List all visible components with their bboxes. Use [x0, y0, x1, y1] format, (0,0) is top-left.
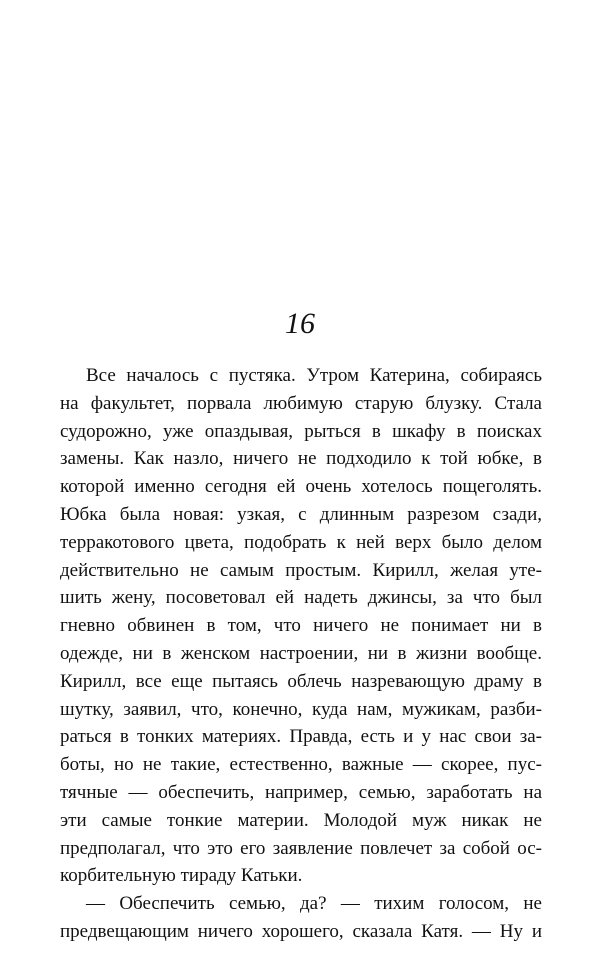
text-line: гневно обвинен в том, что ничего не понимает ни в	[60, 615, 542, 637]
body-text	[60, 362, 542, 946]
text-line: раться в тонких материях. Правда, есть и у нас свои за-	[60, 726, 542, 748]
text-line: эти самые тонкие материи. Молодой муж никак не	[60, 809, 542, 831]
text-line: замены. Как назло, ничего не подходило к той юбке, в	[60, 448, 542, 470]
text-line: действительно не самым простым. Кирилл, желая уте-	[60, 559, 542, 581]
text-line: предвещающим ничего хорошего, сказала Катя. — Ну и	[60, 920, 542, 942]
text-line: боты, но не такие, естественно, важные — скорее, пус-	[60, 754, 542, 776]
text-line: шить жену, посоветовал ей надеть джинсы, за что был	[60, 587, 542, 609]
text-line: тячные — обеспечить, например, семью, заработать на	[60, 781, 542, 803]
text-line: на факультет, порвала любимую старую блузку. Стала	[60, 392, 542, 414]
text-line: Кирилл, все еще пытаясь облечь назревающую драму в	[60, 670, 542, 692]
text-line: одежде, ни в женском настроении, ни в жизни вообще.	[60, 642, 542, 664]
text-line: которой именно сегодня ей очень хотелось пощеголять.	[60, 476, 542, 498]
text-line: терракотового цвета, подобрать к ней верх было делом	[60, 531, 542, 553]
text-line: корбительную тираду Катьки.	[60, 865, 303, 887]
text-line: предполагал, что это его заявление повлечет за собой ос-	[60, 837, 542, 859]
text-line: — Обеспечить семью, да? — тихим голосом, не	[86, 893, 542, 915]
text-line: шутку, заявил, что, конечно, куда нам, мужикам, разби-	[60, 698, 542, 720]
text-line: судорожно, уже опаздывая, рыться в шкафу в поисках	[60, 420, 542, 442]
chapter-number: 16	[285, 307, 315, 340]
text-line: Юбка была новая: узкая, с длинным разрезом сзади,	[60, 503, 542, 525]
text-line: Все началось с пустяка. Утром Катерина, собираясь	[86, 365, 542, 386]
